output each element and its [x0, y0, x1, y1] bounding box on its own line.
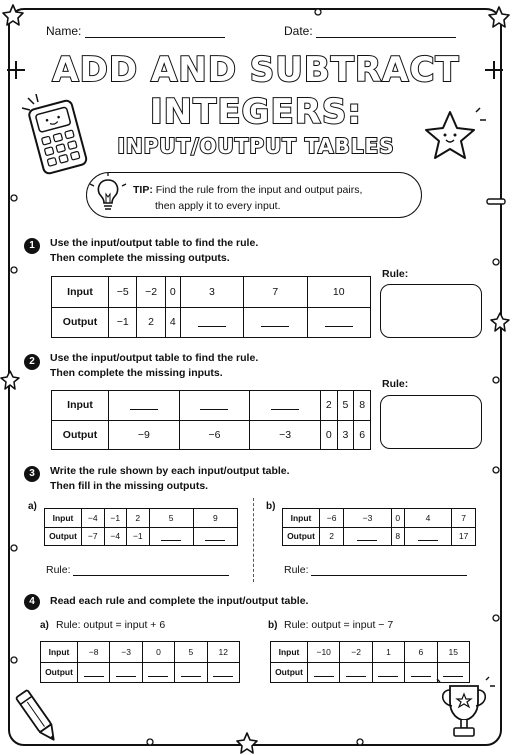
table-cell: 2: [137, 307, 165, 338]
table-cell: 15: [437, 642, 469, 663]
tip-text-line-2: then apply it to every input.: [155, 200, 281, 212]
table-cell: −1: [104, 509, 127, 528]
table-cell: −6: [320, 509, 344, 528]
question-2-line-2: Then complete the missing inputs.: [50, 367, 223, 379]
row-header: Output: [52, 420, 109, 450]
question-3-line-2: Then fill in the missing outputs.: [50, 480, 209, 492]
table-cell: 2: [320, 527, 344, 546]
row-header: Output: [45, 527, 82, 546]
tip-label: TIP:: [133, 184, 153, 196]
row-header: Input: [41, 642, 78, 663]
table-cell: 5: [337, 391, 354, 421]
tip-text-line-1: Find the rule from the input and output pairs,: [155, 184, 363, 196]
question-2-number: 2: [24, 354, 40, 370]
table-cell: 6: [405, 642, 437, 663]
table-cell: −2: [137, 277, 165, 308]
question-4a-label: a): [40, 620, 49, 631]
table-cell: 0: [142, 642, 174, 663]
table-cell: 9: [193, 509, 237, 528]
title-line-1: ADD AND SUBTRACT: [52, 50, 460, 90]
question-3-number: 3: [24, 466, 40, 482]
question-3-line-1: Write the rule shown by each input/output table.: [50, 465, 290, 477]
row-header: Output: [283, 527, 320, 546]
table-cell: −8: [78, 642, 110, 663]
table-cell: −4: [104, 527, 127, 546]
table-cell: 10: [307, 277, 370, 308]
question-1-line-1: Use the input/output table to find the rule.: [50, 237, 259, 249]
table-cell: −10: [308, 642, 340, 663]
table-cell: 3: [337, 420, 354, 450]
title-line-3: INPUT/OUTPUT TABLES: [117, 134, 395, 158]
question-2-line-1: Use the input/output table to find the rule.: [50, 352, 259, 364]
table-cell: −3: [344, 509, 392, 528]
table-cell: −1: [127, 527, 150, 546]
table-cell: −1: [109, 307, 137, 338]
table-cell: −7: [82, 527, 105, 546]
table-cell: 7: [452, 509, 476, 528]
table-cell: 3: [180, 277, 243, 308]
question-4-number: 4: [24, 594, 40, 610]
row-header: Output: [52, 307, 109, 338]
row-header: Input: [283, 509, 320, 528]
question-4-instructions: Read each rule and complete the input/output table.: [50, 595, 309, 607]
table-cell: 2: [127, 509, 150, 528]
question-1-rule-label: Rule:: [382, 268, 409, 280]
table-cell: −4: [82, 509, 105, 528]
row-header: Output: [271, 662, 308, 683]
question-4a-rule: Rule: output = input + 6: [56, 619, 166, 631]
question-4b-rule: Rule: output = input − 7: [284, 619, 394, 631]
table-cell: 2: [320, 391, 337, 421]
question-2-rule-label: Rule:: [382, 378, 409, 390]
table-cell: −2: [340, 642, 372, 663]
question-3b-label: b): [266, 501, 276, 512]
table-cell: 4: [404, 509, 452, 528]
table-cell: 17: [452, 527, 476, 546]
row-header: Input: [271, 642, 308, 663]
table-cell: −5: [109, 277, 137, 308]
table-cell: −3: [250, 420, 321, 450]
row-header: Input: [52, 277, 109, 308]
table-cell: 6: [354, 420, 371, 450]
date-label: Date:: [284, 24, 313, 38]
table-cell: 4: [165, 307, 180, 338]
table-cell: 7: [244, 277, 307, 308]
table-cell: 12: [207, 642, 239, 663]
question-3a-label: a): [28, 501, 37, 512]
table-cell: 5: [175, 642, 207, 663]
table-cell: 5: [149, 509, 193, 528]
table-cell: 0: [165, 277, 180, 308]
row-header: Input: [45, 509, 82, 528]
table-cell: 0: [391, 509, 404, 528]
question-1-number: 1: [24, 238, 40, 254]
name-label: Name:: [46, 24, 82, 38]
table-cell: −3: [110, 642, 142, 663]
question-4b-label: b): [268, 620, 278, 631]
table-cell: 0: [320, 420, 337, 450]
table-cell: −9: [109, 420, 180, 450]
table-cell: 1: [372, 642, 404, 663]
row-header: Input: [52, 391, 109, 421]
title-line-2: INTEGERS:: [150, 92, 362, 132]
table-cell: −6: [179, 420, 250, 450]
question-3a-rule-label: Rule:: [46, 564, 71, 576]
row-header: Output: [41, 662, 78, 683]
question-1-line-2: Then complete the missing outputs.: [50, 252, 230, 264]
question-3b-rule-label: Rule:: [284, 564, 309, 576]
table-cell: 8: [391, 527, 404, 546]
table-cell: 8: [354, 391, 371, 421]
